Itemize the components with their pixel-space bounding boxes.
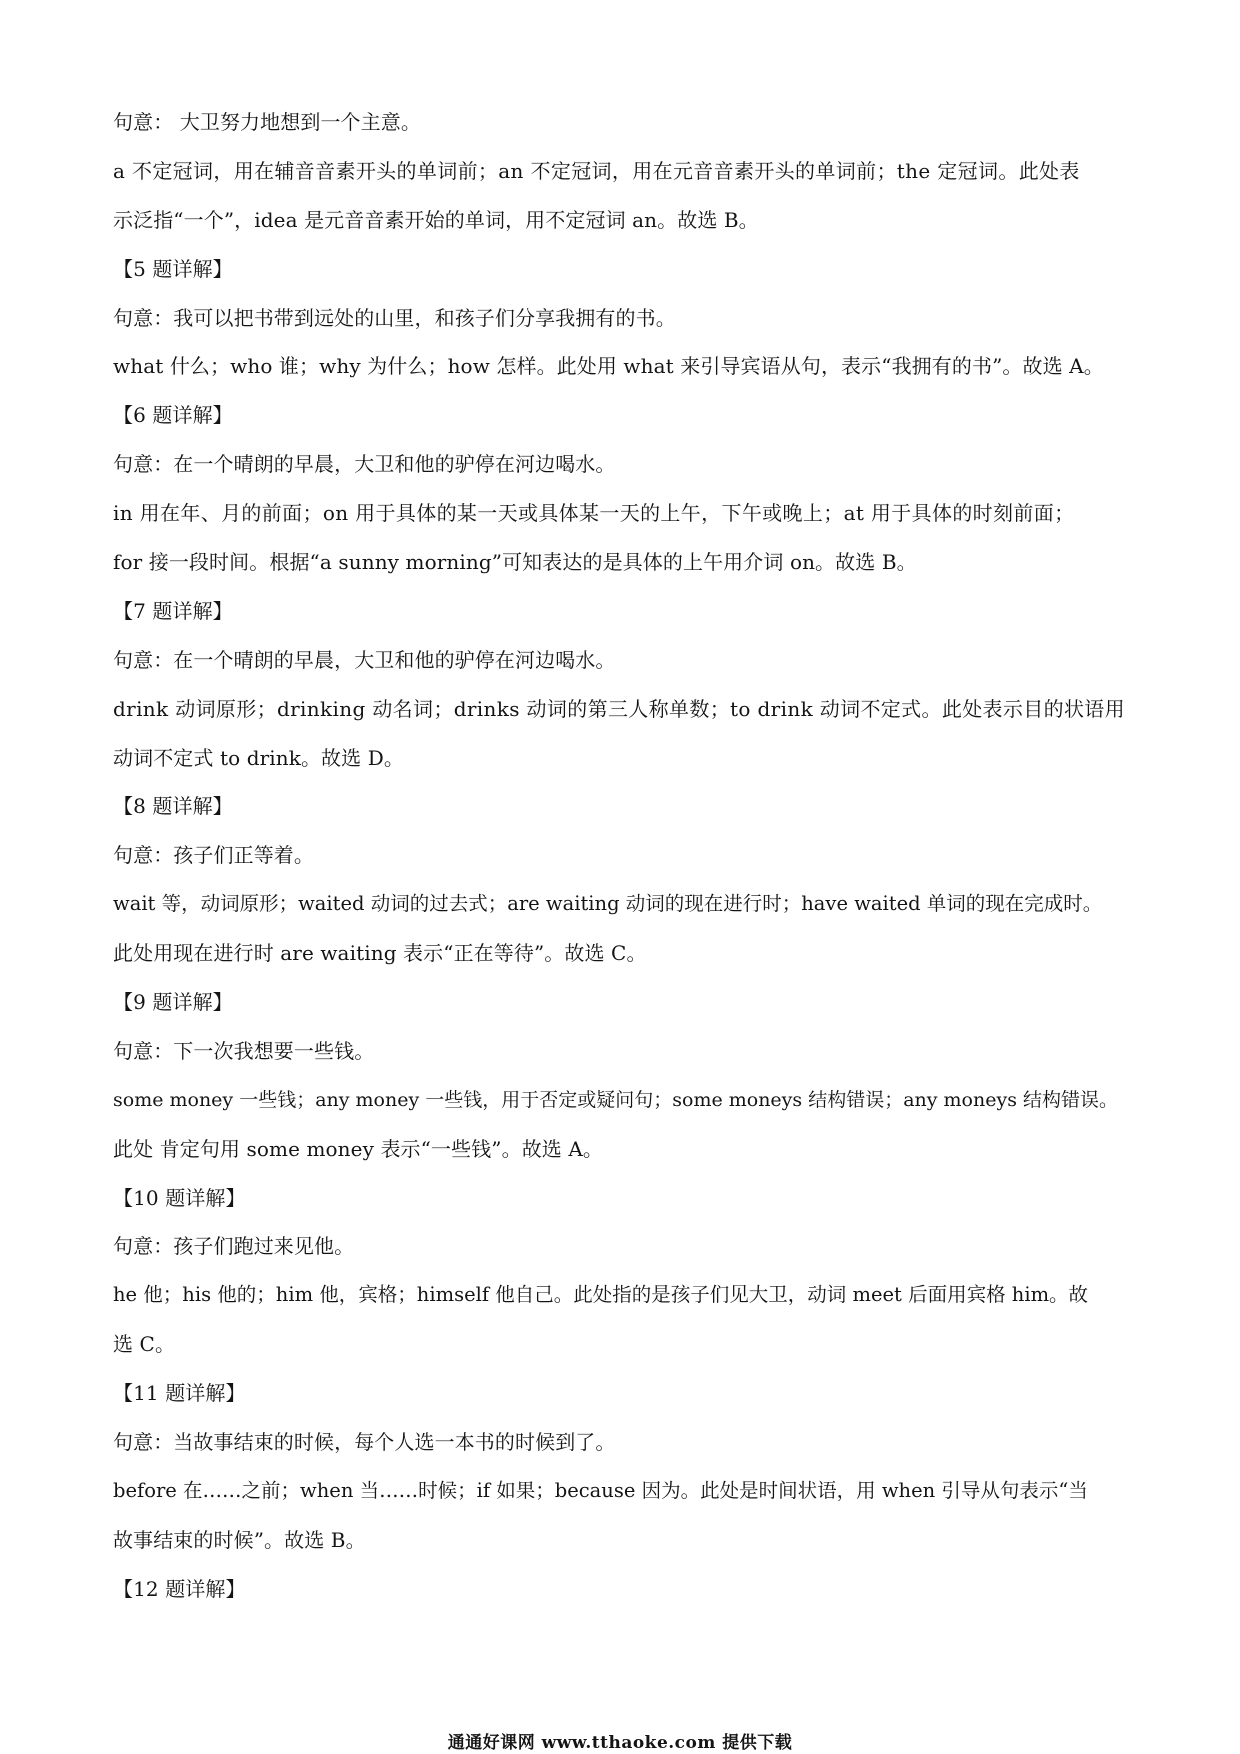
section-heading: 【7 题详解】 bbox=[113, 598, 233, 623]
text-line: 此处 肯定句用 some money 表示“一些钱”。故选 A。 bbox=[113, 1136, 604, 1161]
text-line: drink 动词原形；drinking 动名词；drinks 动词的第三人称单数；to drink 动词不定式。此处表示目的状语用 bbox=[113, 696, 1125, 721]
text-line: 此处用现在进行时 are waiting 表示“正在等待”。故选 C。 bbox=[113, 941, 647, 966]
text-line: 示泛指“一个”，idea 是元音音素开始的单词，用不定冠词 an。故选 B。 bbox=[113, 207, 759, 232]
section-heading: 【9 题详解】 bbox=[113, 990, 233, 1015]
text-line: he 他；his 他的；him 他，宾格；himself 他自己。此处指的是孩子们见大卫，动词 meet 后面用宾格 him。故 bbox=[113, 1283, 1089, 1307]
text-line: some money 一些钱；any money 一些钱，用于否定或疑问句；some moneys 结构错误；any moneys 结构错误。 bbox=[113, 1088, 1118, 1111]
section-heading: 【5 题详解】 bbox=[113, 256, 233, 281]
footer-watermark: 通通好课网 www.tthaoke.com 提供下载 bbox=[447, 1733, 793, 1753]
text-line: 句意：下一次我想要一些钱。 bbox=[113, 1038, 375, 1063]
text-line: for 接一段时间。根据“a sunny morning”可知表达的是具体的上午用介词 on。故选 B。 bbox=[113, 550, 917, 575]
text-line: in 用在年、月的前面；on 用于具体的某一天或具体某一天的上午，下午或晚上；at 用于具体的时刻前面； bbox=[113, 501, 1075, 526]
text-line: 故事结束的时候”。故选 B。 bbox=[113, 1527, 366, 1552]
text-line: 句意：当故事结束的时候，每个人选一本书的时候到了。 bbox=[113, 1430, 616, 1455]
text-line: a 不定冠词，用在辅音音素开头的单词前；an 不定冠词，用在元音音素开头的单词前；the 定冠词。此处表 bbox=[113, 158, 1080, 183]
section-heading: 【10 题详解】 bbox=[113, 1185, 246, 1210]
text-line: before 在……之前；when 当……时候；if 如果；because 因为。此处是时间状语，用 when 引导从句表示“当 bbox=[113, 1478, 1088, 1502]
text-line: 句意：在一个晴朗的早晨，大卫和他的驴停在河边喝水。 bbox=[113, 647, 616, 672]
text-line: 句意：我可以把书带到远处的山里，和孩子们分享我拥有的书。 bbox=[113, 305, 676, 330]
text-line: 选 C。 bbox=[113, 1332, 176, 1357]
section-heading: 【11 题详解】 bbox=[113, 1381, 246, 1406]
text-line: wait 等，动词原形；waited 动词的过去式；are waiting 动词的现在进行时；have waited 单词的现在完成时。 bbox=[113, 892, 1103, 916]
text-line: 句意：孩子们跑过来见他。 bbox=[113, 1234, 355, 1259]
text-line: what 什么；who 谁；why 为什么；how 怎样。此处用 what 来引导宾语从句，表示“我拥有的书”。故选 A。 bbox=[113, 354, 1104, 379]
text-line: 句意：孩子们正等着。 bbox=[113, 843, 314, 868]
section-heading: 【12 题详解】 bbox=[113, 1576, 246, 1601]
section-heading: 【6 题详解】 bbox=[113, 403, 233, 428]
text-line: 句意： 大卫努力地想到一个主意。 bbox=[113, 110, 421, 134]
section-heading: 【8 题详解】 bbox=[113, 794, 233, 819]
text-line: 动词不定式 to drink。故选 D。 bbox=[113, 745, 404, 770]
text-line: 句意：在一个晴朗的早晨，大卫和他的驴停在河边喝水。 bbox=[113, 452, 616, 477]
document-body bbox=[113, 98, 1133, 1614]
